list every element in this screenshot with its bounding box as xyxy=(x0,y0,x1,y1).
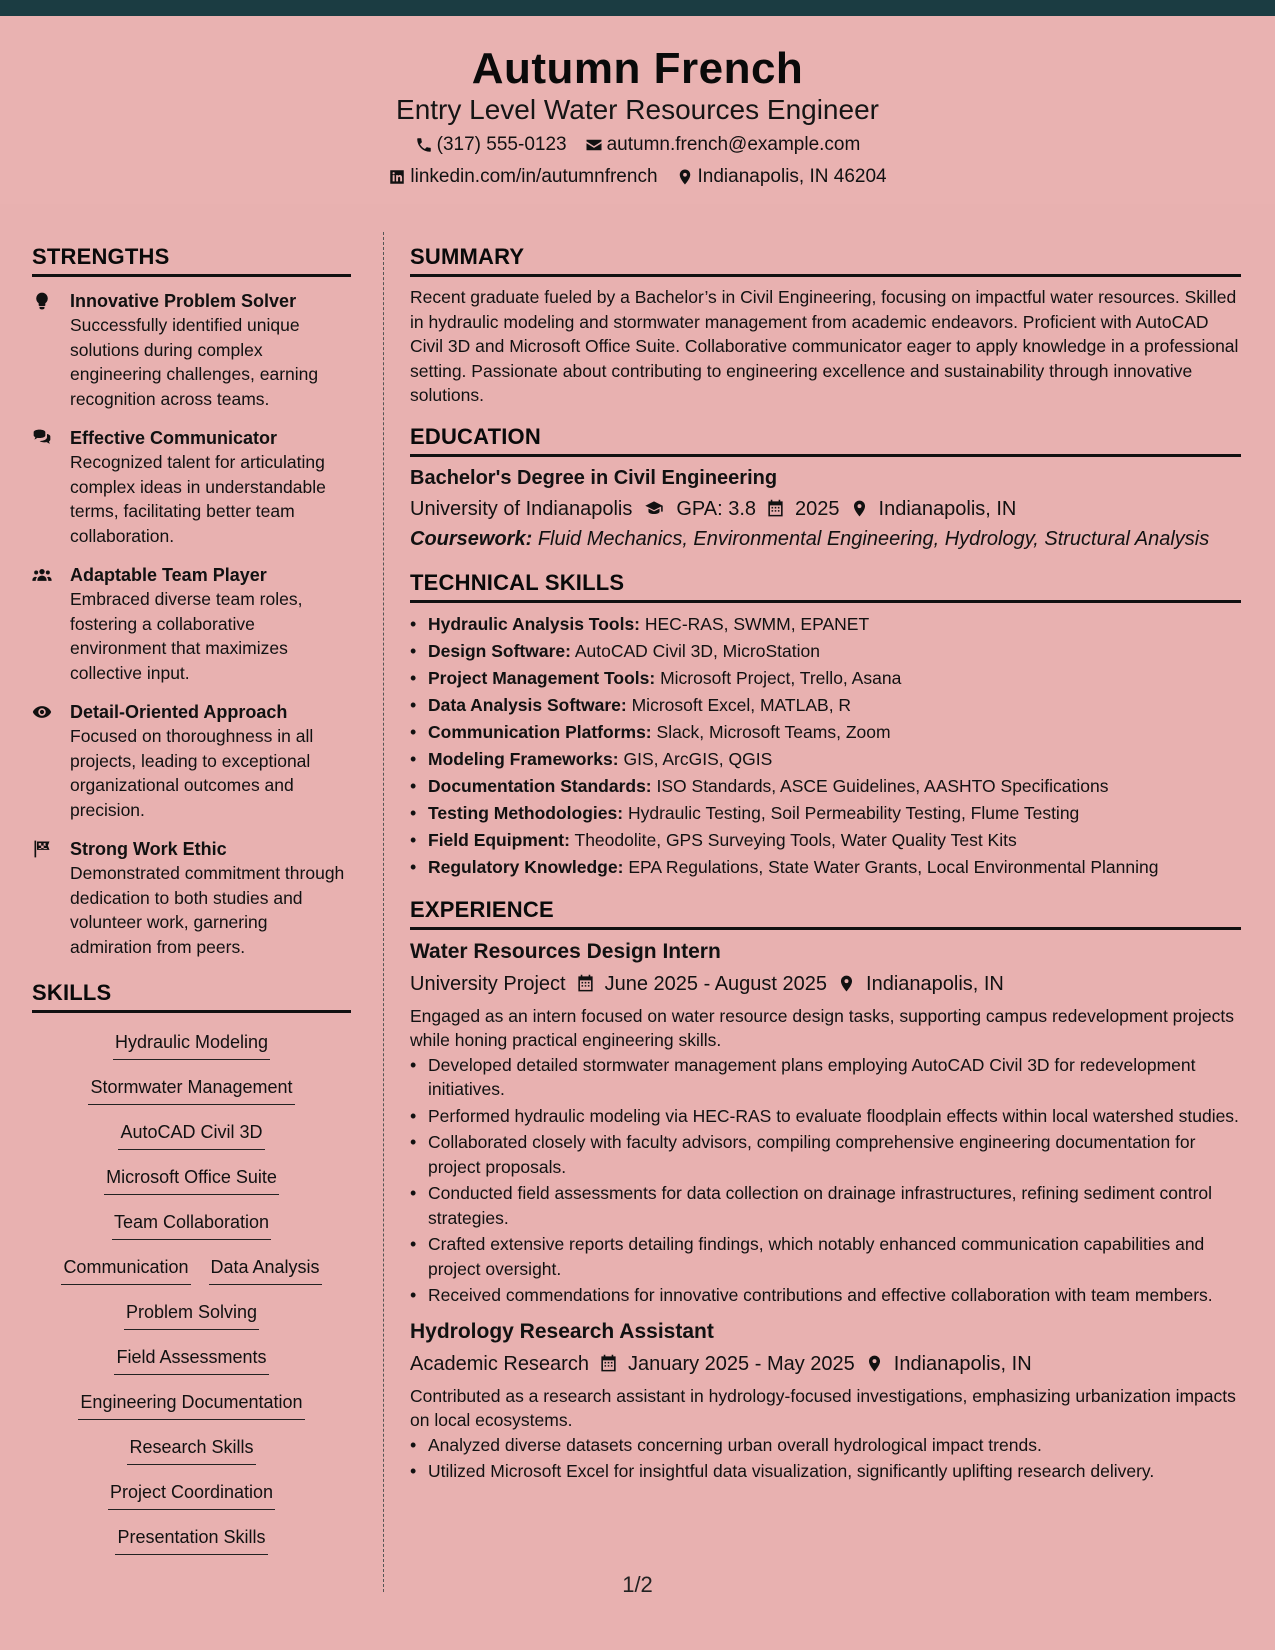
skill-tag: Communication xyxy=(61,1254,190,1285)
strengths-list xyxy=(32,289,351,959)
job-bullets xyxy=(410,1433,1241,1484)
job-dates: January 2025 - May 2025 xyxy=(627,1352,855,1375)
list-item: • Project Management Tools: Microsoft Project, Trello, Asana xyxy=(410,665,1241,692)
skill-tag: Data Analysis xyxy=(209,1254,322,1285)
list-item: • Design Software: AutoCAD Civil 3D, MicroStation xyxy=(410,638,1241,665)
job-description: Engaged as an intern focused on water resource design tasks, supporting campus redevelopment projects while honing practical engineering skills. xyxy=(410,1005,1234,1050)
strengths-heading: STRENGTHS xyxy=(32,244,351,277)
phone-icon xyxy=(415,136,433,154)
job-description: Contributed as a research assistant in hydrology-focused investigations, emphasizing urbanization impacts on local ecosystems. xyxy=(410,1385,1236,1430)
map-marker-icon xyxy=(850,499,869,518)
skill-tag: Stormwater Management xyxy=(88,1074,294,1105)
education-heading: EDUCATION xyxy=(410,424,1241,457)
skill-tag: Hydraulic Modeling xyxy=(113,1029,270,1060)
map-marker-icon xyxy=(865,1354,884,1373)
resume-header xyxy=(0,16,1275,204)
calendar-icon xyxy=(599,1354,618,1373)
linkedin-icon xyxy=(388,168,406,186)
map-marker-icon xyxy=(837,974,856,993)
list-item: • Hydraulic Analysis Tools: HEC-RAS, SWMM, EPANET xyxy=(410,611,1241,638)
comments-icon xyxy=(32,426,70,548)
skill-tag: Project Coordination xyxy=(108,1479,275,1510)
job-bullets xyxy=(410,1053,1241,1308)
calendar-icon xyxy=(766,499,785,518)
strength-title: Strong Work Ethic xyxy=(70,839,227,859)
linkedin-contact[interactable] xyxy=(388,166,657,188)
school-name: University of Indianapolis xyxy=(410,497,633,520)
skills-list xyxy=(32,1029,351,1569)
flag-checkered-icon xyxy=(32,837,70,959)
skill-tag: Problem Solving xyxy=(124,1299,259,1330)
skill-tag: AutoCAD Civil 3D xyxy=(118,1119,264,1150)
strength-title: Detail-Oriented Approach xyxy=(70,702,288,722)
strength-title: Adaptable Team Player xyxy=(70,565,267,585)
strength-item xyxy=(32,563,351,685)
list-item: • Testing Methodologies: Hydraulic Testing, Soil Permeability Testing, Flume Testing xyxy=(410,800,1241,827)
phone-contact xyxy=(415,134,567,156)
job-entry xyxy=(410,1318,1241,1484)
location-text: Indianapolis, IN 46204 xyxy=(697,166,887,187)
eye-icon xyxy=(32,700,70,822)
skills-heading: SKILLS xyxy=(32,980,351,1013)
list-item: • Field Equipment: Theodolite, GPS Surveying Tools, Water Quality Test Kits xyxy=(410,827,1241,854)
location-contact xyxy=(676,166,887,188)
skill-tag: Microsoft Office Suite xyxy=(104,1164,279,1195)
job-meta xyxy=(410,969,1241,999)
coursework xyxy=(410,524,1241,554)
job-org: Academic Research xyxy=(410,1352,589,1375)
job-org: University Project xyxy=(410,972,566,995)
strength-desc: Demonstrated commitment through dedication to both studies and volunteer work, garnering admiration from peers. xyxy=(70,863,345,957)
gpa-text: GPA: 3.8 xyxy=(676,497,757,520)
strength-item xyxy=(32,289,351,411)
list-item: • Regulatory Knowledge: EPA Regulations, State Water Grants, Local Environmental Planning xyxy=(410,854,1241,881)
envelope-icon xyxy=(585,136,603,154)
job-meta xyxy=(410,1349,1241,1379)
school-location: Indianapolis, IN xyxy=(878,497,1017,520)
skill-tag: Team Collaboration xyxy=(112,1209,271,1240)
strength-desc: Embraced diverse team roles, fostering a collaborative environment that maximizes collective input. xyxy=(70,589,303,683)
experience-heading: EXPERIENCE xyxy=(410,897,1241,930)
coursework-label: Coursework: xyxy=(410,527,533,550)
candidate-name: Autumn French xyxy=(471,44,804,93)
job-location: Indianapolis, IN xyxy=(866,972,1004,995)
summary-text: Recent graduate fueled by a Bachelor’s in Civil Engineering, focusing on impactful water resources. Skilled in hydraulic modeling and stormwater management from academic endeavors. Proficient with AutoCAD Civil 3D and Microsoft Office Suite. Collaborative communicator eager to apply knowledge in a professional setting. Passionate about contributing to engineering excellence and sustainability through innovative solutions. xyxy=(410,287,1239,405)
list-item: • Developed detailed stormwater management plans employing AutoCAD Civil 3D for redevelopment initiatives. xyxy=(410,1053,1241,1102)
map-marker-icon xyxy=(676,168,694,186)
strength-desc: Recognized talent for articulating complex ideas in understandable terms, facilitating better team collaboration. xyxy=(70,452,326,546)
summary-heading: SUMMARY xyxy=(410,244,1241,277)
strength-item xyxy=(32,837,351,959)
strength-title: Innovative Problem Solver xyxy=(70,291,297,311)
strength-item xyxy=(32,700,351,822)
email-text[interactable]: autumn.french@example.com xyxy=(606,134,861,155)
technical-skills-list xyxy=(410,611,1241,881)
strength-desc: Successfully identified unique solutions during complex engineering challenges, earning recognition across teams. xyxy=(70,315,319,409)
degree-title: Bachelor's Degree in Civil Engineering xyxy=(410,466,778,489)
list-item: • Received commendations for innovative contributions and effective collaboration with team members. xyxy=(410,1283,1241,1308)
column-divider xyxy=(383,232,384,1592)
contact-row-1 xyxy=(0,134,1275,156)
list-item: • Communication Platforms: Slack, Microsoft Teams, Zoom xyxy=(410,719,1241,746)
linkedin-text[interactable]: linkedin.com/in/autumnfrench xyxy=(410,166,658,187)
list-item: • Modeling Frameworks: GIS, ArcGIS, QGIS xyxy=(410,746,1241,773)
users-icon xyxy=(32,563,70,685)
right-column xyxy=(410,244,1241,1486)
strength-title: Effective Communicator xyxy=(70,428,278,448)
list-item: • Documentation Standards: ISO Standards, ASCE Guidelines, AASHTO Specifications xyxy=(410,773,1241,800)
top-bar xyxy=(0,0,1275,16)
list-item: • Data Analysis Software: Microsoft Excel, MATLAB, R xyxy=(410,692,1241,719)
candidate-role: Entry Level Water Resources Engineer xyxy=(396,94,879,125)
lightbulb-icon xyxy=(32,289,70,411)
list-item: • Conducted field assessments for data collection on drainage infrastructures, refining sediment control strategies. xyxy=(410,1181,1241,1230)
job-title: Water Resources Design Intern xyxy=(410,939,721,963)
job-dates: June 2025 - August 2025 xyxy=(604,972,828,995)
job-title: Hydrology Research Assistant xyxy=(410,1319,714,1343)
education-meta xyxy=(410,494,1241,524)
technical-skills-heading: TECHNICAL SKILLS xyxy=(410,570,1241,603)
skill-tag: Presentation Skills xyxy=(115,1524,267,1555)
strength-item xyxy=(32,426,351,548)
contact-row-2 xyxy=(0,166,1275,188)
skill-tag: Engineering Documentation xyxy=(78,1389,304,1420)
list-item: • Collaborated closely with faculty advisors, compiling comprehensive engineering documentation for project proposals. xyxy=(410,1130,1241,1179)
email-contact[interactable] xyxy=(585,134,861,156)
page-number: 1/2 xyxy=(622,1572,653,1597)
graduation-year: 2025 xyxy=(795,497,840,520)
graduation-cap-icon xyxy=(642,499,666,518)
strength-desc: Focused on thoroughness in all projects, leading to exceptional organizational outcomes and precision. xyxy=(70,726,314,820)
list-item: • Crafted extensive reports detailing findings, which notably enhanced communication capabilities and project oversight. xyxy=(410,1232,1241,1281)
job-location: Indianapolis, IN xyxy=(893,1352,1032,1375)
job-entry xyxy=(410,938,1241,1308)
calendar-icon xyxy=(576,974,595,993)
skill-tag: Research Skills xyxy=(127,1434,255,1465)
list-item: • Analyzed diverse datasets concerning urban overall hydrological impact trends. xyxy=(410,1433,1241,1458)
coursework-text: Fluid Mechanics, Environmental Engineering, Hydrology, Structural Analysis xyxy=(537,527,1210,550)
list-item: • Performed hydraulic modeling via HEC-RAS to evaluate floodplain effects within local watershed studies. xyxy=(410,1104,1241,1129)
left-column xyxy=(32,244,351,1569)
list-item: • Utilized Microsoft Excel for insightful data visualization, significantly uplifting research delivery. xyxy=(410,1459,1241,1484)
phone-text: (317) 555-0123 xyxy=(436,134,567,155)
skill-tag: Field Assessments xyxy=(114,1344,268,1375)
